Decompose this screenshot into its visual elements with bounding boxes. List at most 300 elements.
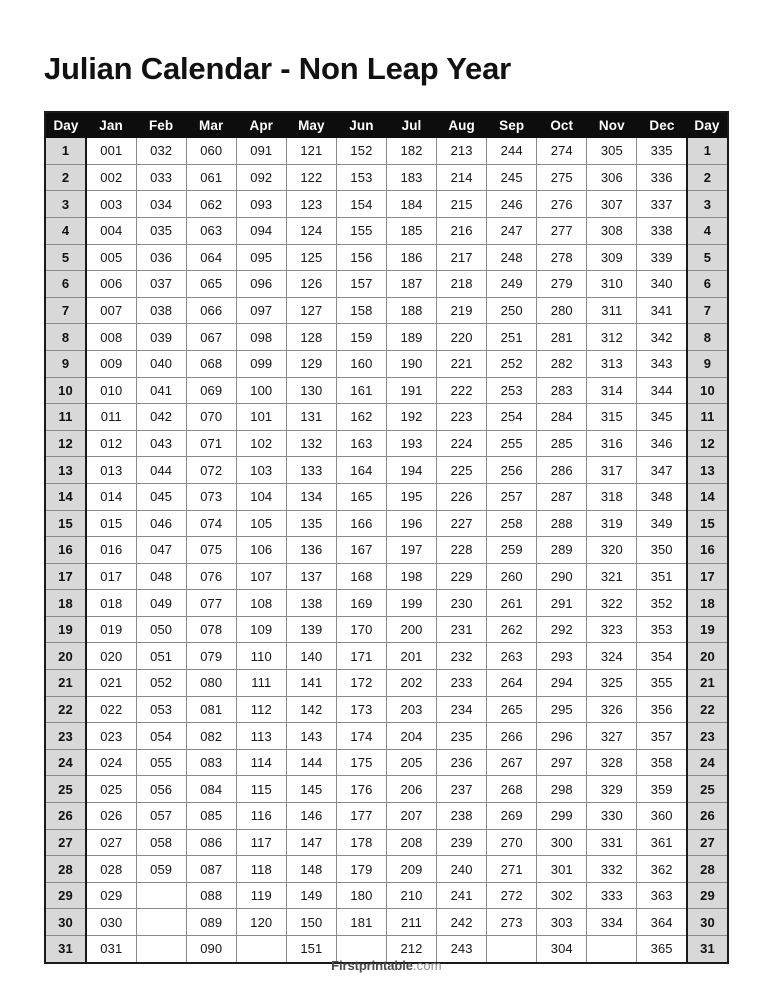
julian-day-cell: 108 <box>236 590 286 617</box>
julian-day-cell: 018 <box>86 590 136 617</box>
julian-day-cell: 311 <box>587 297 637 324</box>
julian-day-cell: 327 <box>587 723 637 750</box>
julian-day-cell: 131 <box>286 404 336 431</box>
julian-day-cell: 222 <box>437 377 487 404</box>
julian-day-cell: 183 <box>386 164 436 191</box>
day-number-right: 5 <box>687 244 727 271</box>
julian-day-cell: 037 <box>136 271 186 298</box>
column-header-may: May <box>286 113 336 138</box>
julian-day-cell: 150 <box>286 909 336 936</box>
column-header-aug: Aug <box>437 113 487 138</box>
julian-day-cell: 128 <box>286 324 336 351</box>
julian-day-cell: 364 <box>637 909 687 936</box>
julian-day-cell: 024 <box>86 749 136 776</box>
julian-day-cell: 287 <box>537 483 587 510</box>
table-row <box>46 457 727 484</box>
day-number-left: 21 <box>46 670 86 697</box>
day-number-left: 16 <box>46 537 86 564</box>
julian-day-cell: 139 <box>286 616 336 643</box>
julian-day-cell: 267 <box>487 749 537 776</box>
julian-day-cell: 109 <box>236 616 286 643</box>
julian-day-cell: 297 <box>537 749 587 776</box>
julian-day-cell: 358 <box>637 749 687 776</box>
julian-day-cell: 242 <box>437 909 487 936</box>
julian-day-cell: 147 <box>286 829 336 856</box>
table-row <box>46 350 727 377</box>
julian-day-cell: 113 <box>236 723 286 750</box>
julian-day-cell: 209 <box>386 856 436 883</box>
julian-day-cell: 119 <box>236 882 286 909</box>
julian-day-cell: 049 <box>136 590 186 617</box>
julian-day-cell: 214 <box>437 164 487 191</box>
table-row <box>46 510 727 537</box>
julian-day-cell: 257 <box>487 483 537 510</box>
julian-day-cell: 219 <box>437 297 487 324</box>
julian-day-cell: 215 <box>437 191 487 218</box>
julian-day-cell: 179 <box>336 856 386 883</box>
julian-day-cell: 171 <box>336 643 386 670</box>
julian-day-cell: 189 <box>386 324 436 351</box>
julian-day-cell: 088 <box>186 882 236 909</box>
julian-day-cell: 313 <box>587 350 637 377</box>
julian-day-cell: 255 <box>487 430 537 457</box>
julian-day-cell: 155 <box>336 217 386 244</box>
julian-day-cell: 227 <box>437 510 487 537</box>
julian-day-cell: 252 <box>487 350 537 377</box>
julian-day-cell: 141 <box>286 670 336 697</box>
table-row <box>46 324 727 351</box>
julian-day-cell: 001 <box>86 138 136 164</box>
julian-day-cell: 250 <box>487 297 537 324</box>
julian-day-cell: 082 <box>186 723 236 750</box>
julian-day-cell: 071 <box>186 430 236 457</box>
julian-day-cell: 135 <box>286 510 336 537</box>
day-number-left: 23 <box>46 723 86 750</box>
footer-branding <box>0 959 773 972</box>
table-row <box>46 803 727 830</box>
column-header-jun: Jun <box>336 113 386 138</box>
julian-day-cell: 102 <box>236 430 286 457</box>
julian-day-cell: 076 <box>186 563 236 590</box>
julian-day-cell: 346 <box>637 430 687 457</box>
julian-day-cell: 347 <box>637 457 687 484</box>
day-number-left: 12 <box>46 430 86 457</box>
julian-day-cell: 137 <box>286 563 336 590</box>
julian-day-cell: 314 <box>587 377 637 404</box>
julian-day-cell: 003 <box>86 191 136 218</box>
day-number-right: 2 <box>687 164 727 191</box>
julian-day-cell: 159 <box>336 324 386 351</box>
julian-day-cell: 007 <box>86 297 136 324</box>
julian-day-cell: 198 <box>386 563 436 590</box>
day-number-right: 18 <box>687 590 727 617</box>
julian-day-cell: 246 <box>487 191 537 218</box>
julian-day-cell: 021 <box>86 670 136 697</box>
julian-day-cell: 317 <box>587 457 637 484</box>
julian-day-cell: 205 <box>386 749 436 776</box>
julian-day-cell: 026 <box>86 803 136 830</box>
julian-day-cell: 221 <box>437 350 487 377</box>
julian-day-cell: 134 <box>286 483 336 510</box>
julian-day-cell: 006 <box>86 271 136 298</box>
table-row <box>46 483 727 510</box>
julian-day-cell: 065 <box>186 271 236 298</box>
julian-day-cell: 072 <box>186 457 236 484</box>
julian-day-cell: 163 <box>336 430 386 457</box>
julian-day-cell: 080 <box>186 670 236 697</box>
julian-day-cell: 063 <box>186 217 236 244</box>
day-number-right: 27 <box>687 829 727 856</box>
julian-day-cell: 143 <box>286 723 336 750</box>
julian-day-cell: 173 <box>336 696 386 723</box>
julian-day-cell: 165 <box>336 483 386 510</box>
table-row <box>46 829 727 856</box>
day-number-right: 16 <box>687 537 727 564</box>
julian-day-cell: 074 <box>186 510 236 537</box>
julian-calendar-table <box>46 113 727 961</box>
day-number-left: 26 <box>46 803 86 830</box>
julian-day-cell: 319 <box>587 510 637 537</box>
day-number-left: 1 <box>46 138 86 164</box>
julian-day-cell: 142 <box>286 696 336 723</box>
julian-day-cell: 271 <box>487 856 537 883</box>
julian-day-cell: 213 <box>437 138 487 164</box>
julian-day-cell: 363 <box>637 882 687 909</box>
julian-day-cell: 292 <box>537 616 587 643</box>
julian-day-cell: 043 <box>136 430 186 457</box>
julian-day-cell: 281 <box>537 324 587 351</box>
julian-day-cell: 191 <box>386 377 436 404</box>
julian-day-cell: 232 <box>437 643 487 670</box>
julian-day-cell: 270 <box>487 829 537 856</box>
julian-day-cell: 061 <box>186 164 236 191</box>
julian-day-cell: 020 <box>86 643 136 670</box>
julian-day-cell: 169 <box>336 590 386 617</box>
julian-day-cell: 309 <box>587 244 637 271</box>
julian-day-cell: 122 <box>286 164 336 191</box>
table-body <box>46 138 727 961</box>
julian-day-cell: 348 <box>637 483 687 510</box>
day-number-left: 14 <box>46 483 86 510</box>
julian-day-cell: 126 <box>286 271 336 298</box>
day-number-left: 18 <box>46 590 86 617</box>
julian-day-cell: 105 <box>236 510 286 537</box>
julian-day-cell: 149 <box>286 882 336 909</box>
julian-day-cell: 184 <box>386 191 436 218</box>
day-number-left: 4 <box>46 217 86 244</box>
julian-day-cell: 035 <box>136 217 186 244</box>
julian-day-cell: 284 <box>537 404 587 431</box>
day-number-right: 23 <box>687 723 727 750</box>
table-row <box>46 909 727 936</box>
day-number-right: 22 <box>687 696 727 723</box>
julian-day-cell: 057 <box>136 803 186 830</box>
julian-day-cell: 177 <box>336 803 386 830</box>
julian-day-cell: 357 <box>637 723 687 750</box>
column-header-sep: Sep <box>487 113 537 138</box>
julian-day-cell: 239 <box>437 829 487 856</box>
julian-day-cell: 075 <box>186 537 236 564</box>
julian-day-cell: 153 <box>336 164 386 191</box>
julian-day-cell: 156 <box>336 244 386 271</box>
julian-day-cell: 132 <box>286 430 336 457</box>
table-row <box>46 616 727 643</box>
julian-day-cell <box>587 936 637 962</box>
julian-day-cell: 300 <box>537 829 587 856</box>
julian-day-cell: 312 <box>587 324 637 351</box>
julian-day-cell: 167 <box>336 537 386 564</box>
julian-day-cell: 324 <box>587 643 637 670</box>
table-row <box>46 138 727 164</box>
day-number-right: 8 <box>687 324 727 351</box>
julian-day-cell: 262 <box>487 616 537 643</box>
julian-day-cell: 224 <box>437 430 487 457</box>
julian-day-cell: 025 <box>86 776 136 803</box>
julian-day-cell: 295 <box>537 696 587 723</box>
julian-day-cell: 101 <box>236 404 286 431</box>
julian-day-cell: 212 <box>386 936 436 962</box>
julian-day-cell: 253 <box>487 377 537 404</box>
julian-day-cell: 196 <box>386 510 436 537</box>
julian-day-cell: 245 <box>487 164 537 191</box>
julian-day-cell: 320 <box>587 537 637 564</box>
julian-day-cell: 180 <box>336 882 386 909</box>
julian-day-cell: 244 <box>487 138 537 164</box>
julian-day-cell: 247 <box>487 217 537 244</box>
julian-day-cell: 235 <box>437 723 487 750</box>
julian-day-cell: 091 <box>236 138 286 164</box>
day-number-left: 28 <box>46 856 86 883</box>
julian-day-cell: 340 <box>637 271 687 298</box>
julian-day-cell: 040 <box>136 350 186 377</box>
julian-day-cell: 114 <box>236 749 286 776</box>
julian-day-cell: 307 <box>587 191 637 218</box>
julian-day-cell: 014 <box>86 483 136 510</box>
julian-day-cell: 047 <box>136 537 186 564</box>
julian-day-cell: 129 <box>286 350 336 377</box>
column-header-jul: Jul <box>386 113 436 138</box>
julian-day-cell: 084 <box>186 776 236 803</box>
julian-day-cell: 304 <box>537 936 587 962</box>
julian-day-cell: 236 <box>437 749 487 776</box>
julian-day-cell: 079 <box>186 643 236 670</box>
julian-day-cell: 009 <box>86 350 136 377</box>
julian-day-cell: 296 <box>537 723 587 750</box>
julian-day-cell: 170 <box>336 616 386 643</box>
julian-day-cell: 260 <box>487 563 537 590</box>
julian-day-cell: 217 <box>437 244 487 271</box>
julian-day-cell: 046 <box>136 510 186 537</box>
julian-day-cell: 031 <box>86 936 136 962</box>
julian-day-cell: 234 <box>437 696 487 723</box>
julian-day-cell: 291 <box>537 590 587 617</box>
julian-day-cell: 060 <box>186 138 236 164</box>
julian-day-cell: 055 <box>136 749 186 776</box>
table-row <box>46 537 727 564</box>
julian-day-cell: 365 <box>637 936 687 962</box>
julian-day-cell: 283 <box>537 377 587 404</box>
day-number-left: 25 <box>46 776 86 803</box>
julian-day-cell: 187 <box>386 271 436 298</box>
julian-day-cell: 223 <box>437 404 487 431</box>
julian-day-cell: 274 <box>537 138 587 164</box>
julian-day-cell: 302 <box>537 882 587 909</box>
julian-day-cell: 032 <box>136 138 186 164</box>
julian-day-cell: 081 <box>186 696 236 723</box>
julian-day-cell: 019 <box>86 616 136 643</box>
table-row <box>46 430 727 457</box>
julian-day-cell: 280 <box>537 297 587 324</box>
julian-day-cell: 125 <box>286 244 336 271</box>
julian-day-cell: 282 <box>537 350 587 377</box>
julian-day-cell: 331 <box>587 829 637 856</box>
julian-day-cell: 275 <box>537 164 587 191</box>
julian-day-cell: 335 <box>637 138 687 164</box>
julian-day-cell: 017 <box>86 563 136 590</box>
day-number-left: 5 <box>46 244 86 271</box>
julian-day-cell: 322 <box>587 590 637 617</box>
julian-day-cell: 110 <box>236 643 286 670</box>
column-header-mar: Mar <box>186 113 236 138</box>
day-number-right: 13 <box>687 457 727 484</box>
julian-day-cell: 351 <box>637 563 687 590</box>
julian-day-cell: 188 <box>386 297 436 324</box>
day-number-left: 3 <box>46 191 86 218</box>
julian-day-cell: 193 <box>386 430 436 457</box>
julian-day-cell: 138 <box>286 590 336 617</box>
column-header-oct: Oct <box>537 113 587 138</box>
day-number-right: 29 <box>687 882 727 909</box>
footer-brand-name: Firstprintable <box>331 958 413 973</box>
julian-day-cell: 185 <box>386 217 436 244</box>
julian-day-cell: 068 <box>186 350 236 377</box>
day-number-left: 17 <box>46 563 86 590</box>
julian-day-cell <box>136 909 186 936</box>
julian-day-cell: 202 <box>386 670 436 697</box>
julian-day-cell: 034 <box>136 191 186 218</box>
julian-day-cell: 240 <box>437 856 487 883</box>
julian-day-cell: 298 <box>537 776 587 803</box>
julian-day-cell: 103 <box>236 457 286 484</box>
julian-day-cell: 023 <box>86 723 136 750</box>
julian-day-cell: 127 <box>286 297 336 324</box>
julian-day-cell: 359 <box>637 776 687 803</box>
julian-day-cell: 028 <box>86 856 136 883</box>
julian-day-cell: 338 <box>637 217 687 244</box>
julian-day-cell: 201 <box>386 643 436 670</box>
julian-day-cell: 265 <box>487 696 537 723</box>
julian-day-cell: 350 <box>637 537 687 564</box>
julian-day-cell: 268 <box>487 776 537 803</box>
julian-day-cell: 186 <box>386 244 436 271</box>
column-header-dec: Dec <box>637 113 687 138</box>
day-number-right: 17 <box>687 563 727 590</box>
day-number-right: 1 <box>687 138 727 164</box>
julian-day-cell: 192 <box>386 404 436 431</box>
julian-day-cell: 087 <box>186 856 236 883</box>
table-row <box>46 563 727 590</box>
day-number-left: 19 <box>46 616 86 643</box>
julian-day-cell: 328 <box>587 749 637 776</box>
table-row <box>46 856 727 883</box>
julian-day-cell: 249 <box>487 271 537 298</box>
julian-day-cell: 029 <box>86 882 136 909</box>
julian-day-cell: 329 <box>587 776 637 803</box>
julian-day-cell: 175 <box>336 749 386 776</box>
julian-day-cell: 144 <box>286 749 336 776</box>
julian-day-cell: 294 <box>537 670 587 697</box>
julian-day-cell: 090 <box>186 936 236 962</box>
table-row <box>46 191 727 218</box>
julian-day-cell: 337 <box>637 191 687 218</box>
day-number-right: 9 <box>687 350 727 377</box>
julian-day-cell: 195 <box>386 483 436 510</box>
julian-day-cell: 178 <box>336 829 386 856</box>
julian-day-cell: 012 <box>86 430 136 457</box>
julian-day-cell: 194 <box>386 457 436 484</box>
julian-day-cell: 308 <box>587 217 637 244</box>
julian-calendar-table-wrapper <box>44 111 729 963</box>
julian-day-cell: 207 <box>386 803 436 830</box>
julian-day-cell: 166 <box>336 510 386 537</box>
day-number-right: 12 <box>687 430 727 457</box>
julian-day-cell: 211 <box>386 909 436 936</box>
day-number-right: 28 <box>687 856 727 883</box>
column-header-day-left: Day <box>46 113 86 138</box>
day-number-right: 7 <box>687 297 727 324</box>
table-row <box>46 377 727 404</box>
julian-day-cell: 182 <box>386 138 436 164</box>
julian-day-cell: 058 <box>136 829 186 856</box>
julian-day-cell: 097 <box>236 297 286 324</box>
julian-day-cell: 352 <box>637 590 687 617</box>
julian-day-cell <box>136 882 186 909</box>
julian-day-cell: 349 <box>637 510 687 537</box>
table-header <box>46 113 727 138</box>
julian-day-cell: 140 <box>286 643 336 670</box>
julian-day-cell: 022 <box>86 696 136 723</box>
julian-day-cell: 124 <box>286 217 336 244</box>
julian-day-cell: 210 <box>386 882 436 909</box>
column-header-apr: Apr <box>236 113 286 138</box>
day-number-right: 31 <box>687 936 727 962</box>
julian-day-cell: 279 <box>537 271 587 298</box>
julian-day-cell: 273 <box>487 909 537 936</box>
day-number-left: 10 <box>46 377 86 404</box>
julian-day-cell: 056 <box>136 776 186 803</box>
julian-day-cell: 045 <box>136 483 186 510</box>
day-number-left: 6 <box>46 271 86 298</box>
julian-day-cell: 289 <box>537 537 587 564</box>
julian-day-cell: 176 <box>336 776 386 803</box>
julian-day-cell: 133 <box>286 457 336 484</box>
julian-day-cell: 174 <box>336 723 386 750</box>
julian-day-cell: 164 <box>336 457 386 484</box>
julian-day-cell: 130 <box>286 377 336 404</box>
julian-day-cell: 011 <box>86 404 136 431</box>
julian-day-cell: 303 <box>537 909 587 936</box>
julian-day-cell: 067 <box>186 324 236 351</box>
julian-day-cell: 354 <box>637 643 687 670</box>
day-number-right: 26 <box>687 803 727 830</box>
julian-day-cell: 168 <box>336 563 386 590</box>
julian-day-cell: 146 <box>286 803 336 830</box>
julian-day-cell: 277 <box>537 217 587 244</box>
julian-day-cell: 094 <box>236 217 286 244</box>
day-number-right: 10 <box>687 377 727 404</box>
day-number-right: 6 <box>687 271 727 298</box>
day-number-right: 14 <box>687 483 727 510</box>
